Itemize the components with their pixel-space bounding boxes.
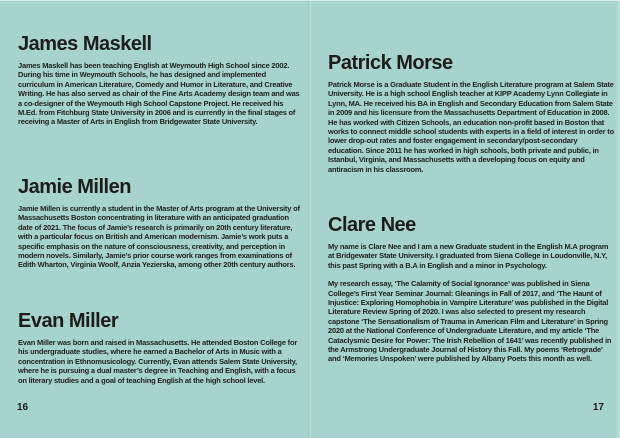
bio-paragraph: Evan Miller was born and raised in Massachusetts. He attended Boston College for his undergraduate studies, where he earned a Bachelor of Arts in Music with a concentration in Ethnomusicology. Currently, Evan attends Salem State University, where he is pursuing a dual master’s degree in Teaching and English, with a focus on literary studies and a goal of teaching English at the high school level.	[18, 338, 298, 385]
bio-section-evan-miller	[18, 310, 302, 385]
bio-heading-james-maskell: James Maskell	[18, 33, 152, 55]
bio-paragraph: Patrick Morse is a Graduate Student in the English Literature program at Salem State University. He is a high school English teacher at KIPP Academy Lynn Collegiate in Lynn, MA. He received his BA in English and Secondary Education from Salem State in 2009 and his licensure from the Massachusetts Department of Education in 2008. He has worked with Citizen Schools, an education non-profit based in Boston that works to connect middle school students with experts in a field of interest in order to lower drop-out rates and foster engagement in secondary/post-secondary education. Since 2011 he has worked in high schools, both private and public, in Istanbul, Virginia, and Massachusetts with a developing focus on equity and antiracism in his classroom.	[328, 80, 614, 174]
bio-paragraph: My research essay, ‘The Calamity of Social Ignorance’ was published in Siena College’s First Year Seminar Journal: Gleanings in Fall of 2017, and ‘The Haunt of Injustice: Exploring Homophobia in Vampire Literature’ was published in the Digital Literature Review Spring of 2020. I was also selected to present my research capstone ‘The Sensationalism of Trauma in American Film and Literature’ in Spring 2020 at the National Conference of Undergraduate Literature, and my article ‘The Cataclysmic Desire for Power: The Irish Rebellion of 1641’ was recently published in the Armstrong Undergraduate Journal of History this Fall. My poems ‘Retrograde’ and ‘Memories Unspoken’ were published by Albany Poets this month as well.	[328, 279, 612, 364]
bio-heading-jamie-millen: Jamie Millen	[18, 176, 131, 198]
bio-section-patrick-morse	[328, 52, 614, 174]
page-number-right: 17	[592, 402, 604, 413]
bio-paragraph: My name is Clare Nee and I am a new Graduate student in the English M.A program at Bridgewater State University. I graduated from Siena College in Loudonville, N.Y, this past Spring with a B.A in English and a minor in Psychology.	[328, 242, 609, 270]
page-right	[310, 0, 620, 438]
bio-section-james-maskell	[18, 33, 302, 127]
bio-section-clare-nee	[328, 214, 614, 364]
bio-heading-patrick-morse: Patrick Morse	[328, 52, 453, 74]
scan-top-edge	[0, 0, 620, 1]
bio-section-jamie-millen	[18, 176, 302, 270]
bio-paragraph: Jamie Millen is currently a student in the Master of Arts program at the University of Massachusetts Boston concentrating in literature with an anticipated graduation date of 2021. The focus of Jamie’s research is primarily on 20th century literature, with a particular focus on British and American modernism. Jamie’s work puts a specific emphasis on the nature of consciousness, creativity, and perception in modern novels. Similarly, Jamie’s prior course work ranges from examinations of Edith Wharton, Virginia Woolf, Anzia Yezierska, among other 20th century authors.	[18, 204, 300, 270]
page-number-left: 16	[17, 402, 29, 413]
bio-paragraph: James Maskell has been teaching English at Weymouth High School since 2002. During his time in Weymouth Schools, he has designed and implemented curriculum in American Literature, Comedy and Humor in Literature, and Creative Writing. He has also served as chair of the Fine Arts Academy design team and was a co-designer of the Weymouth High School Capstone Project. He received his M.Ed. from Fitchburg State University in 2006 and is currently in the final stages of receiving a Master of Arts in English from Bridgewater State University.	[18, 61, 300, 127]
bio-heading-clare-nee: Clare Nee	[328, 214, 416, 236]
bio-heading-evan-miller: Evan Miller	[18, 310, 119, 332]
